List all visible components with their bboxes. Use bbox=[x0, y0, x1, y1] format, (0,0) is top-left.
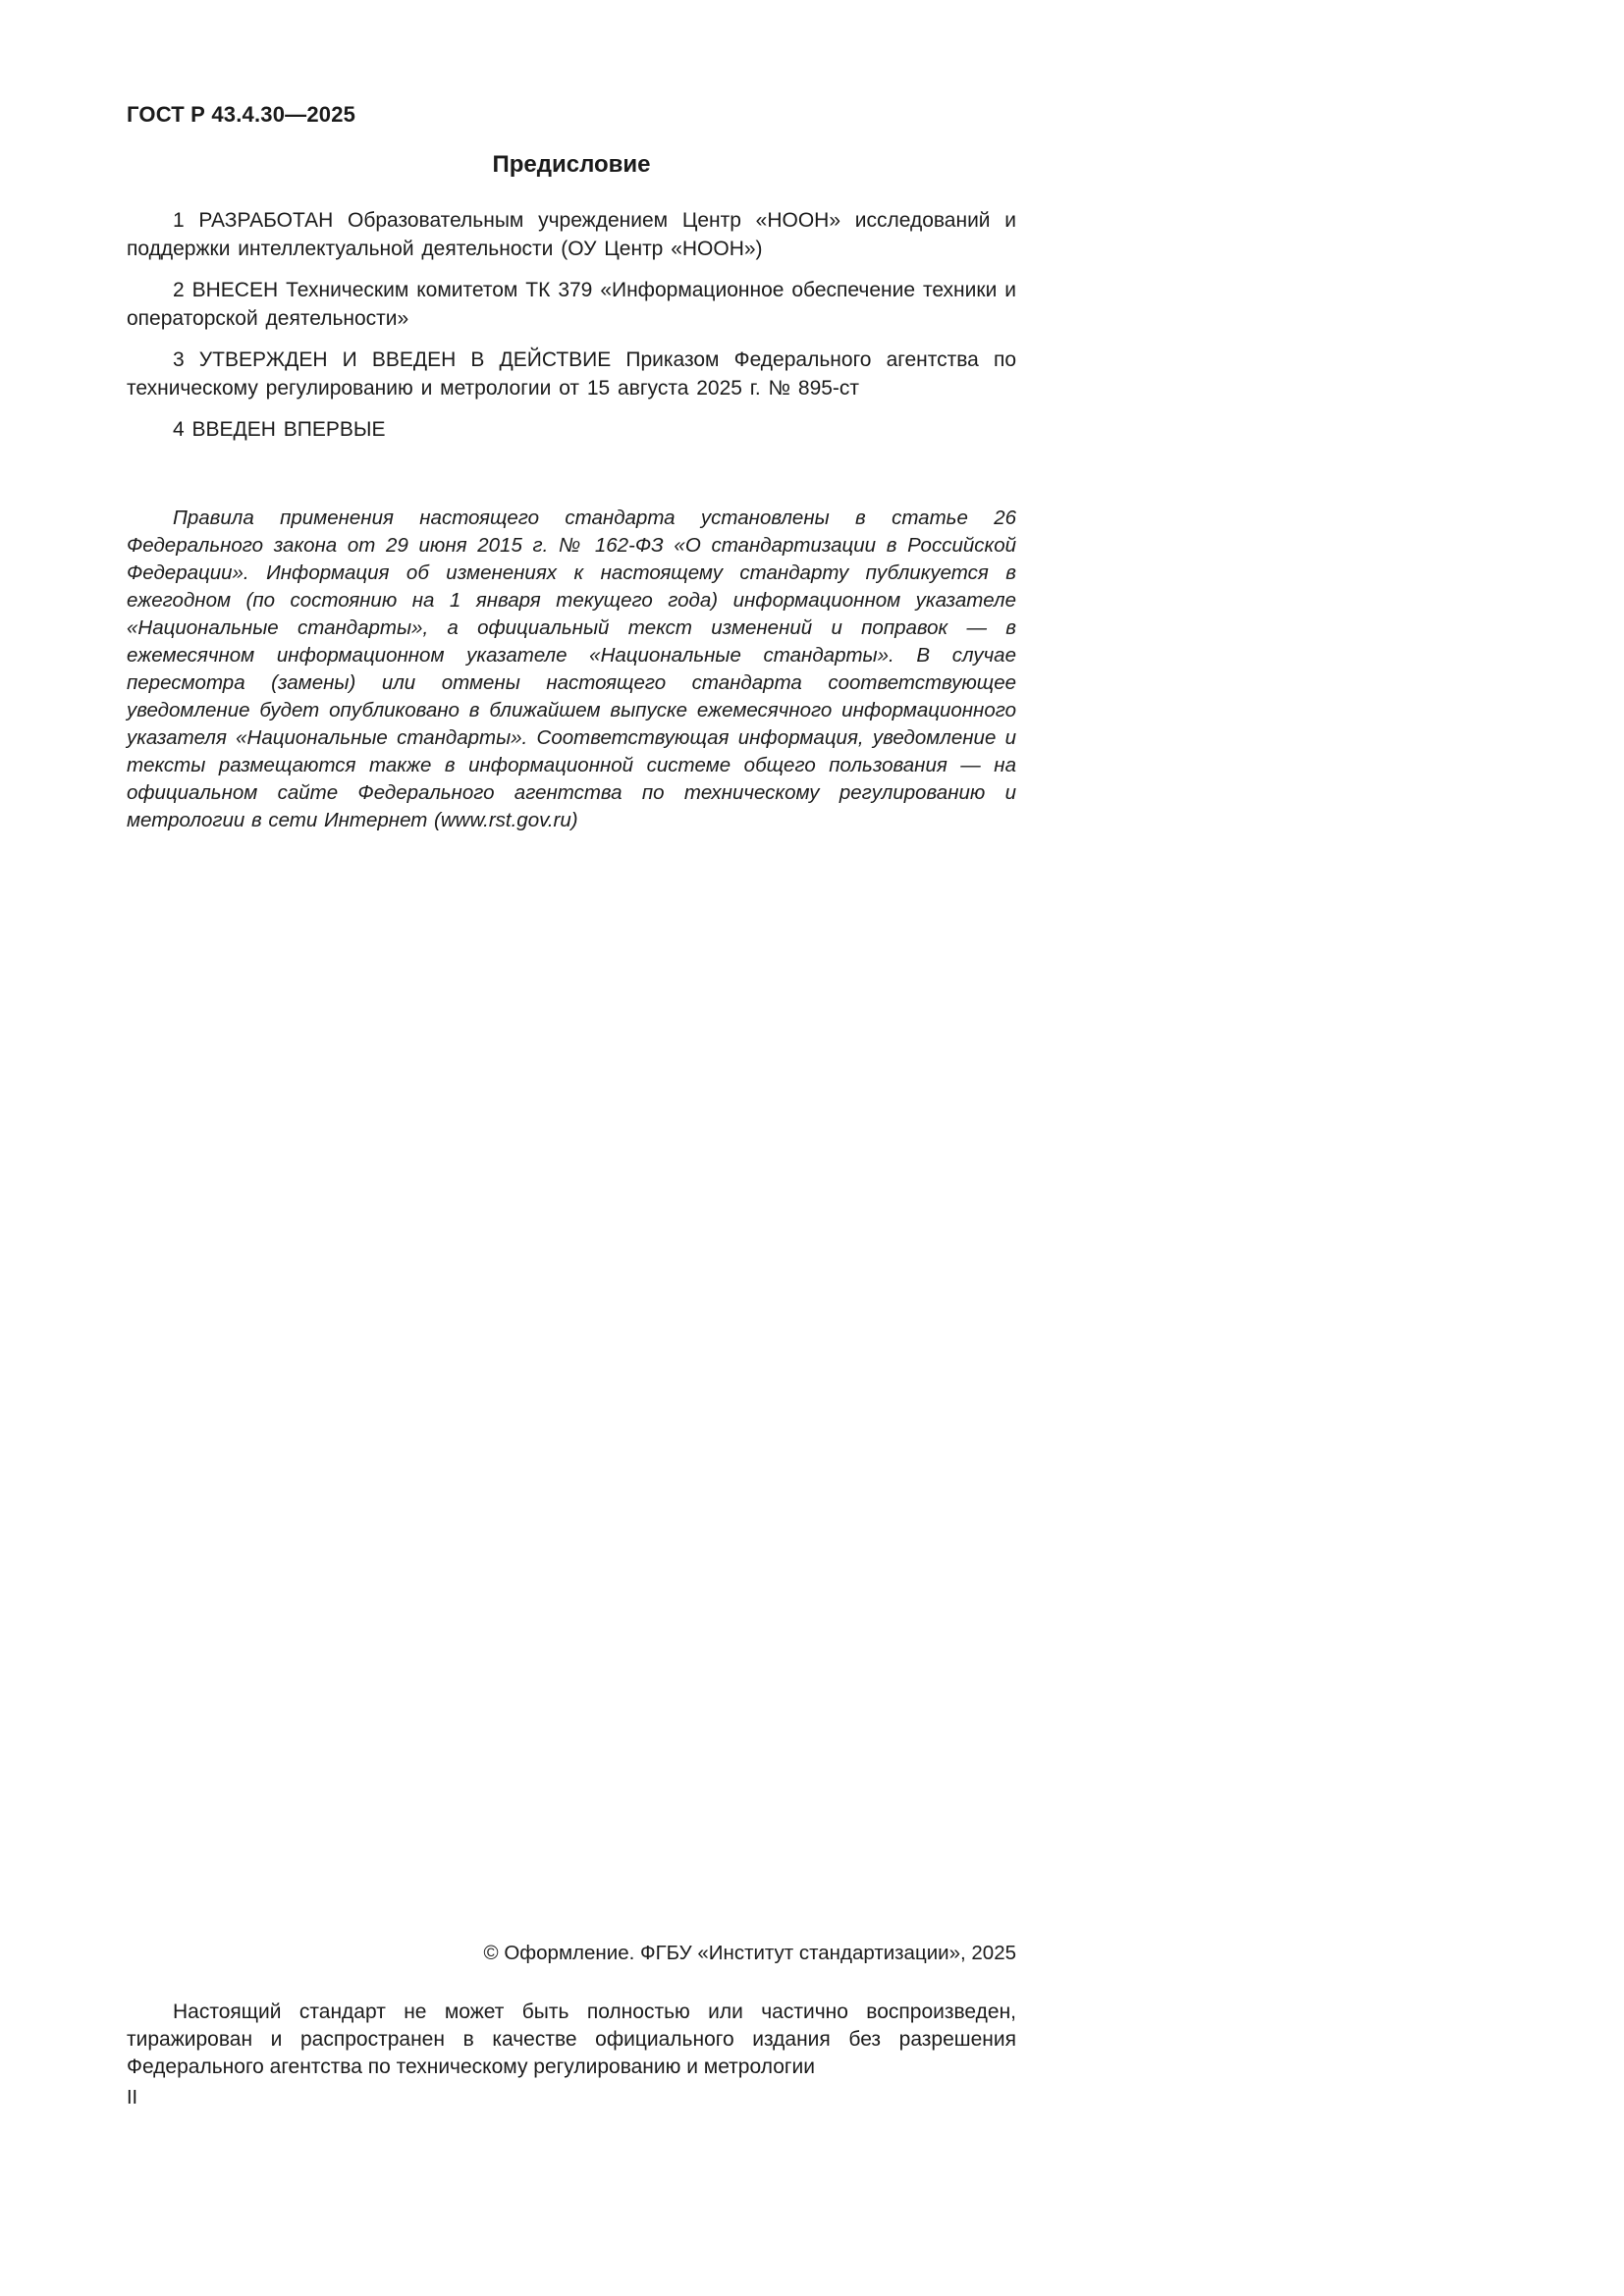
foreword-item-developed: 1 РАЗРАБОТАН Образовательным учреждением Центр «НООН» исследований и поддержки интеллектуальной деятельности (ОУ Центр «НООН») bbox=[127, 209, 1016, 260]
foreword-item-approved: 3 УТВЕРЖДЕН И ВВЕДЕН В ДЕЙСТВИЕ Приказом Федерального агентства по техническому регулированию и метрологии от 15 августа 2025 г. № 895-ст bbox=[127, 348, 1016, 400]
copyright-line: © Оформление. ФГБУ «Институт стандартизации», 2025 bbox=[483, 1942, 1016, 1964]
page-footer-block bbox=[127, 1942, 1016, 2081]
foreword-item-first-introduced: 4 ВВЕДЕН ВПЕРВЫЕ bbox=[173, 418, 386, 441]
reproduction-notice: Настоящий стандарт не может быть полностью или частично воспроизведен, тиражирован и распространен в качестве официального издания без разрешения Федерального агентства по техническому регулированию и метрологии bbox=[127, 2001, 1016, 2078]
page-number: II bbox=[127, 2087, 138, 2109]
foreword-title: Предисловие bbox=[492, 151, 651, 178]
foreword-item-submitted: 2 ВНЕСЕН Техническим комитетом ТК 379 «Информационное обеспечение техники и операторской деятельности» bbox=[127, 279, 1016, 330]
document-code: ГОСТ Р 43.4.30—2025 bbox=[127, 102, 356, 127]
page-content bbox=[127, 102, 1016, 834]
application-rules-notice: Правила применения настоящего стандарта установлены в статье 26 Федерального закона от 29 июня 2015 г. № 162-ФЗ «О стандартизации в Российской Федерации». Информация об изменениях к настоящему стандарту публикуется в ежегодном (по состоянию на 1 января текущего года) информационном указателе «Национальные стандарты», а официальный текст изменений и поправок — в ежемесячном информационном указателе «Национальные стандарты». В случае пересмотра (замены) или отмены настоящего стандарта соответствующее уведомление будет опубликовано в ближайшем выпуске ежемесячного информационного указателя «Национальные стандарты». Соответствующая информация, уведомление и тексты размещаются также в информационной системе общего пользования — на официальном сайте Федерального агентства по техническому регулированию и метрологии в сети Интернет (www.rst.gov.ru) bbox=[127, 507, 1016, 831]
